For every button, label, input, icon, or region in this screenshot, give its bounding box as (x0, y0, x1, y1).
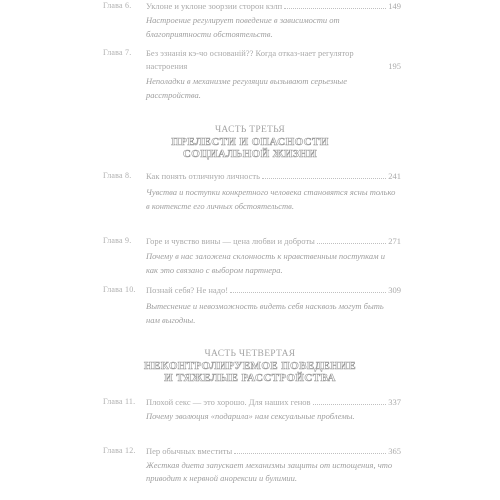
chapter-title-row (146, 236, 401, 246)
chapter-page-number: 149 (388, 1, 401, 11)
chapter-label: Глава 11. (103, 397, 136, 406)
chapter-page-number: 337 (388, 397, 401, 407)
dot-leader (234, 452, 386, 454)
chapter-description: Вытеснение и невозможность видеть себя насквозь могут быть нам выгодны. (146, 301, 384, 325)
part-title-line-1: ПРЕЛЕСТИ И ОПАСНОСТИ (171, 136, 329, 148)
chapter-title-row (146, 446, 401, 456)
chapter-description: Чувства и поступки конкретного человека становятся ясны только в контексте его личных обстоятельств. (146, 187, 396, 211)
chapter-page-number: 271 (388, 236, 401, 246)
chapter-title-row (146, 171, 401, 181)
chapter-label: Глава 12. (103, 446, 136, 455)
dot-leader (284, 7, 386, 9)
chapter-title-row (146, 47, 401, 73)
chapter-page-number: 309 (388, 285, 401, 295)
chapter-title-row (146, 397, 401, 407)
dot-leader (317, 242, 386, 244)
chapter-description: Настроение регулирует поведение в зависимости от благоприятности обстоятельств. (146, 15, 340, 39)
chapter-title: Пер обычных вместиты (146, 446, 233, 456)
chapter-title: Без эзнанія кэ-чо основаній?? Когда отказ-нает регулятор настроения (146, 48, 354, 71)
dot-leader (262, 177, 386, 179)
chapter-title: Горе и чувство вины — цена любви и доброты (146, 236, 315, 246)
chapter-page-number: 195 (388, 61, 401, 71)
chapter-title-row (146, 1, 401, 11)
part-heading-3 (0, 124, 500, 160)
chapter-label: Глава 8. (103, 171, 132, 180)
chapter-page-number: 241 (388, 171, 401, 181)
chapter-description: Почему эволюция «подарила» нам сексуальные проблемы. (146, 411, 355, 421)
dot-leader (230, 291, 386, 293)
part-title-line-1: НЕКОНТРОЛИРУЕМОЕ ПОВЕДЕНИЕ (144, 360, 356, 372)
part-label: ЧАСТЬ ТРЕТЬЯ (214, 125, 286, 135)
chapter-description: Неполадки в механизме регуляции вызывают серьезные расстройства. (146, 76, 347, 100)
chapter-title-row (146, 285, 401, 295)
part-heading-4 (0, 348, 500, 384)
chapter-description: Почему в нас заложена склонность к нравственным поступкам и как это связано с выбором партнера. (146, 251, 385, 275)
chapter-label: Глава 7. (103, 48, 132, 57)
chapter-label: Глава 10. (103, 285, 136, 294)
chapter-description: Жесткая диета запускает механизмы защиты от истощения, что приводит к нервной анорексии и булимии. (146, 460, 393, 483)
chapter-label: Глава 9. (103, 236, 132, 245)
chapter-page-number: 365 (388, 446, 401, 456)
part-label: ЧАСТЬ ЧЕТВЕРТАЯ (204, 349, 296, 359)
chapter-title: Как понять отличную личность (146, 171, 260, 181)
part-title-line-2: СОЦИАЛЬНОЙ ЖИЗНИ (182, 148, 318, 160)
chapter-title: Познай себя? Не надо! (146, 285, 229, 295)
dot-leader (313, 403, 387, 405)
chapter-label: Глава 6. (103, 1, 132, 10)
chapter-title: Плохой секс — это хорошо. Для наших генов (146, 397, 311, 407)
part-title-line-2: И ТЯЖЕЛЫЕ РАССТРОЙСТВА (164, 372, 336, 384)
chapter-title: Уклоне и уклоне зоорзии сторон кэлп (146, 1, 283, 11)
